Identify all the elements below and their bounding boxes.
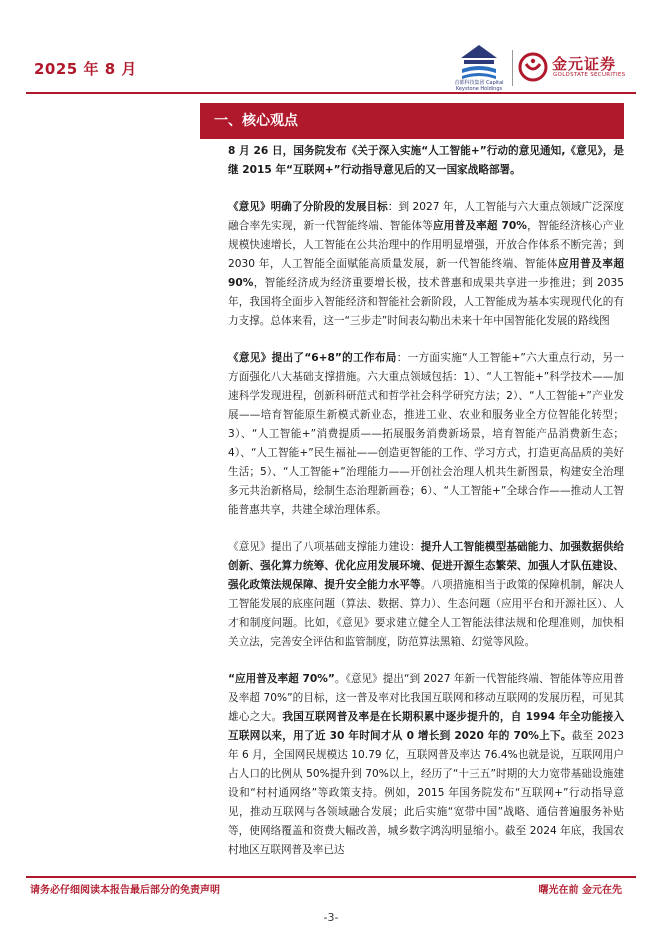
text-run: 《意见》提出了“6+8”的工作布局 [228, 352, 397, 364]
paragraph-release [228, 142, 624, 180]
paragraph-phased-goals [228, 198, 624, 331]
goldstate-logo-en: GOLDSTATE SECURITIES [553, 72, 626, 78]
text-run: 应用普及率超 70% [432, 220, 527, 232]
text-run: 《意见》提出了八项基础支撑能力建设： [228, 541, 421, 553]
goldstate-logo-icon [518, 52, 548, 82]
goldstate-logo-name: 金元证券 [552, 55, 617, 73]
main-content [228, 142, 624, 878]
text-run: 我国互联网普及率是在长期积累中逐步提升的，自 1994 年全功能接入互联网以来，用了近 30 年时间才从 0 增长到 2020 年的 70%上下。 [228, 711, 625, 742]
text-run: ：到 2027 年，人工智能与六大重点领域广泛深度融合率先实现，新一代智能终端、智能体等 [228, 201, 624, 232]
footer-slogan: 曙光在前 金元在先 [538, 885, 622, 896]
text-run: 8 月 26 日，国务院发布《关于深入实施“人工智能+”行动的意见通知,《意见》，是继 2015 年“互联网+”行动指导意见后的又一国家战略部署。 [228, 145, 624, 176]
capital-keystone-logo-caption: 首都科技集团 Capital Keystone Holdings [454, 80, 504, 92]
footer-disclaimer: 请务必仔细阅读本报告最后部分的免责声明 [30, 885, 220, 896]
text-run: 应用普及率超 90% [228, 258, 624, 289]
paragraph-adoption-rate [228, 670, 624, 860]
paragraph-work-layout [228, 349, 624, 520]
paragraph-eight-measures [228, 538, 624, 652]
text-run: 提升人工智能模型基础能力、加强数据供给创新、强化算力统筹、优化应用发展环境、促进开源生态繁荣、加强人才队伍建设、强化政策法规保障、提升安全能力水平等 [228, 541, 624, 591]
text-run: 。八项措施相当于政策的保障机制，解决人工智能发展的底座问题（算法、数据、算力）、生态问题（应用平台和开源社区）、人才和制度问题。比如，《意见》要求建立健全人工智能法律法规和伦理准则，加快相关立法，完善安全评估和监管制度，防范算法黑箱、幻觉等风险。 [228, 579, 624, 648]
text-run: ，智能经济核心产业规模快速增长，人工智能在公共治理中的作用明显增强，开放合作体系不断完善；到 2030 年，人工智能全面赋能高质量发展，新一代智能终端、智能体 [228, 220, 625, 270]
section-title: 一、核心观点 [200, 103, 624, 139]
footer-divider [26, 876, 636, 878]
text-run: 截至 2023 年 6 月，全国网民规模达 10.79 亿，互联网普及率达 76.4%也就是说，互联网用户占人口的比例从 50%提升到 70%以上，经历了“十三五”时期的大力宽带基础设施建设和“村村通网络”等政策支持。例如，2015 年国务院发布“互联网+”行动指导意见，推动互联网与各领域融合发展；此后实施“宽带中国”战略、通信普遍服务补贴等，使网络覆盖和资费大幅改善，城乡数字鸿沟明显缩小。截至 2024 年底，我国农村地区互联网普及率已达 [228, 730, 624, 856]
text-run: ，智能经济成为经济重要增长极，技术普惠和成果共享进一步推进；到 2035 年，我国将全面步入智能经济和智能社会新阶段，人工智能成为基本实现现代化的有力支撑。总体来看，这一“三步走”时间表勾勒出未来十年中国智能化发展的路线图 [228, 277, 624, 327]
text-run: 。《意见》提出“到 2027 年新一代智能终端、智能体等应用普及率超 70%”的目标，这一普及率对比我国互联网和移动互联网的发展历程，可见其雄心之大。 [228, 673, 624, 723]
text-run: ：一方面实施“人工智能+”六大重点行动，另一方面强化八大基础支撑措施。六大重点领域包括：1）、“人工智能+”科学技术——加速科学发现进程，创新科研范式和哲学社会科学研究方法；2）、“人工智能+”产业发展——培育智能原生新模式新业态，推进工业、农业和服务业全方位智能化转型；3）、“人工智能+”消费提质——拓展服务消费新场景，培育智能产品消费新生态；4）、“人工智能+”民生福祉——创造更智能的工作、学习方式，打造更高品质的美好生活；5）、“人工智能+”治理能力——开创社会治理人机共生新图景，构建安全治理多元共治新格局，绘制生态治理新画卷；6）、“人工智能+”全球合作——推动人工智能普惠共享，共建全球治理体系。 [228, 352, 624, 516]
text-run: 《意见》明确了分阶段的发展目标 [228, 201, 388, 213]
page-number: -3- [323, 911, 339, 924]
report-date: 2025 年 8 月 [34, 60, 137, 78]
text-run: “应用普及率超 70%” [228, 673, 335, 685]
logo-divider [512, 50, 513, 86]
header-divider [26, 92, 636, 94]
